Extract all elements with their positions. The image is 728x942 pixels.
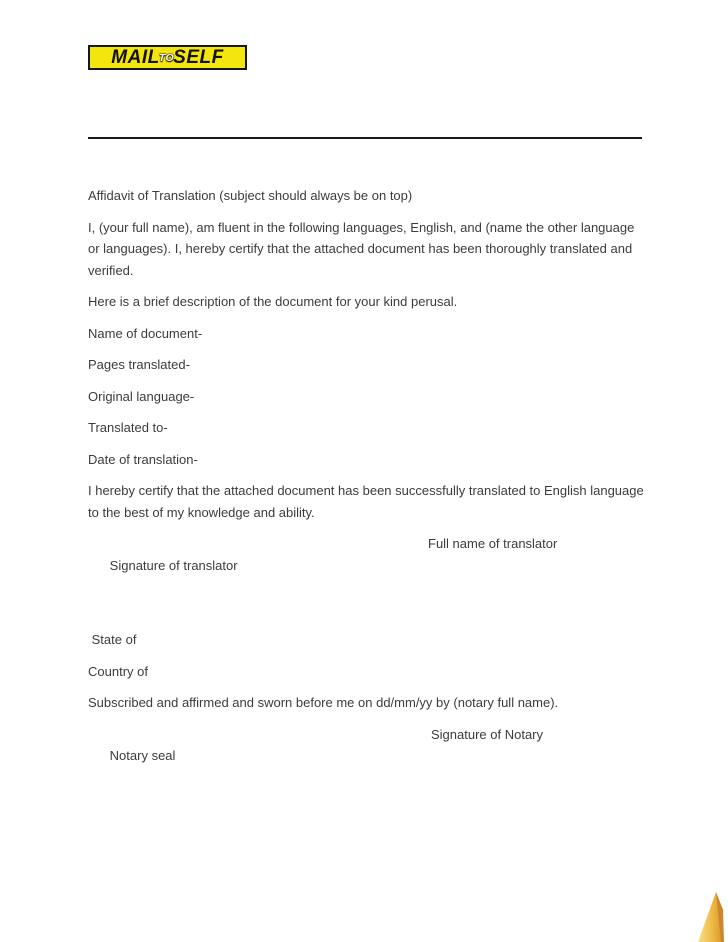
pencil-corner-decoration [690,888,728,942]
description-note: Here is a brief description of the document for your kind perusal. [88,294,458,309]
signature-of-notary-label: Signature of Notary [431,726,544,742]
certify-paragraph: I hereby certify that the attached document has been successfully translated to English language to the best of my knowledge and ability. [88,483,648,520]
field-pages-translated: Pages translated- [88,357,190,372]
field-translated-to: Translated to- [88,420,168,435]
logo-text-self: SELF [173,47,224,68]
logo-text-to: TO [158,52,175,65]
intro-paragraph: I, (your full name), am fluent in the following languages, English, and (name the other language or languages). I, hereby certify that the attached document has been thoroughly translated and verified. [88,219,638,278]
mailtoself-logo [88,45,247,70]
notary-row [88,724,644,810]
country-of-line: Country of [88,663,148,679]
notary-seal-label: Notary seal [109,748,176,763]
subject-line: Affidavit of Translation (subject should always be on top) [88,188,413,203]
field-name-of-document: Name of document- [88,325,203,341]
field-original-language: Original language- [88,388,195,404]
state-of-line: State of [88,632,137,647]
field-date-of-translation: Date of translation- [88,451,198,467]
signature-of-translator-label: Signature of translator [109,557,238,573]
document-content [0,45,728,810]
logo-text-mail: MAIL [111,47,160,68]
full-name-of-translator-label: Full name of translator [428,536,558,551]
signature-row [88,533,644,619]
header-divider-line [88,137,642,139]
notary-statement: Subscribed and affirmed and sworn before me on dd/mm/yy by (notary full name). [88,695,559,710]
